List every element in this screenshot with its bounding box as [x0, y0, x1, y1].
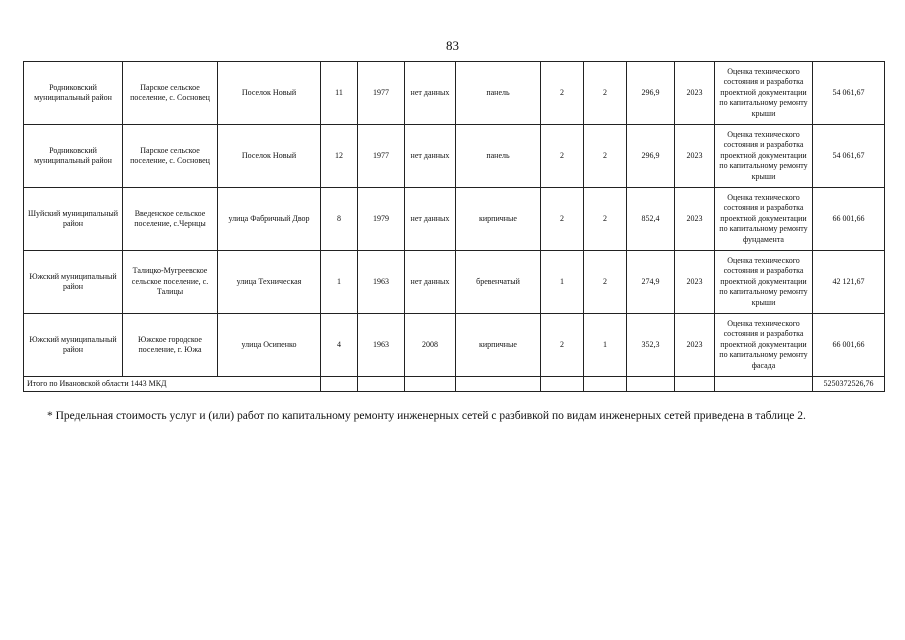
year-built-cell: 1977 [358, 62, 405, 125]
work-type-cell: Оценка технического состояния и разработка проектной документации по капитальному ремонту крыши [715, 125, 813, 188]
table-row [24, 251, 885, 314]
house-number-cell: 12 [321, 125, 358, 188]
empty-cell [405, 377, 456, 392]
street-cell: улица Осипенко [218, 314, 321, 377]
entrances-cell: 1 [584, 314, 627, 377]
table-row [24, 188, 885, 251]
district-cell: Родниковский муниципальный район [24, 125, 123, 188]
year-built-cell: 1979 [358, 188, 405, 251]
district-cell: Южский муниципальный район [24, 314, 123, 377]
footnote: * Предельная стоимость услуг и (или) работ по капитальному ремонту инженерных сетей с разбивкой по видам инженерных сетей приведена в таблице 2. [47, 410, 806, 422]
wall-material-cell: кирпичные [456, 314, 541, 377]
empty-cell [541, 377, 584, 392]
cost-cell: 66 001,66 [813, 314, 885, 377]
settlement-cell: Парское сельское поселение, с. Сосновец [123, 125, 218, 188]
street-cell: Поселок Новый [218, 125, 321, 188]
cost-cell: 42 121,67 [813, 251, 885, 314]
area-cell: 296,9 [627, 125, 675, 188]
entrances-cell: 2 [584, 125, 627, 188]
year-repair-cell: 2008 [405, 314, 456, 377]
settlement-cell: Талицко-Мугреевское сельское поселение, с. Талицы [123, 251, 218, 314]
cost-cell: 66 001,66 [813, 188, 885, 251]
empty-cell [675, 377, 715, 392]
settlement-cell: Введенское сельское поселение, с.Чернцы [123, 188, 218, 251]
area-cell: 274,9 [627, 251, 675, 314]
total-row [24, 377, 885, 392]
district-cell: Южский муниципальный район [24, 251, 123, 314]
floors-cell: 2 [541, 62, 584, 125]
year-repair-cell: нет данных [405, 188, 456, 251]
work-type-cell: Оценка технического состояния и разработка проектной документации по капитальному ремонту фасада [715, 314, 813, 377]
house-number-cell: 4 [321, 314, 358, 377]
year-built-cell: 1963 [358, 251, 405, 314]
street-cell: улица Техническая [218, 251, 321, 314]
plan-year-cell: 2023 [675, 62, 715, 125]
table-row [24, 314, 885, 377]
entrances-cell: 2 [584, 62, 627, 125]
floors-cell: 2 [541, 314, 584, 377]
table-row [24, 62, 885, 125]
floors-cell: 2 [541, 188, 584, 251]
total-cost-cell: 5250372526,76 [813, 377, 885, 392]
year-built-cell: 1977 [358, 125, 405, 188]
year-repair-cell: нет данных [405, 125, 456, 188]
work-type-cell: Оценка технического состояния и разработка проектной документации по капитальному ремонту фундамента [715, 188, 813, 251]
total-label: Итого по Ивановской области 1443 МКД [24, 377, 321, 392]
page-number: 83 [446, 38, 459, 53]
cost-cell: 54 061,67 [813, 125, 885, 188]
wall-material-cell: панель [456, 125, 541, 188]
house-number-cell: 8 [321, 188, 358, 251]
empty-cell [456, 377, 541, 392]
year-repair-cell: нет данных [405, 62, 456, 125]
area-cell: 852,4 [627, 188, 675, 251]
floors-cell: 2 [541, 125, 584, 188]
empty-cell [584, 377, 627, 392]
entrances-cell: 2 [584, 188, 627, 251]
street-cell: улица Фабричный Двор [218, 188, 321, 251]
district-cell: Родниковский муниципальный район [24, 62, 123, 125]
empty-cell [358, 377, 405, 392]
district-cell: Шуйский муниципальный район [24, 188, 123, 251]
repair-table [23, 61, 885, 392]
plan-year-cell: 2023 [675, 125, 715, 188]
entrances-cell: 2 [584, 251, 627, 314]
street-cell: Поселок Новый [218, 62, 321, 125]
plan-year-cell: 2023 [675, 314, 715, 377]
year-built-cell: 1963 [358, 314, 405, 377]
empty-cell [321, 377, 358, 392]
plan-year-cell: 2023 [675, 251, 715, 314]
house-number-cell: 11 [321, 62, 358, 125]
wall-material-cell: панель [456, 62, 541, 125]
plan-year-cell: 2023 [675, 188, 715, 251]
area-cell: 352,3 [627, 314, 675, 377]
work-type-cell: Оценка технического состояния и разработка проектной документации по капитальному ремонту крыши [715, 62, 813, 125]
wall-material-cell: бревенчатый [456, 251, 541, 314]
empty-cell [715, 377, 813, 392]
cost-cell: 54 061,67 [813, 62, 885, 125]
settlement-cell: Парское сельское поселение, с. Сосновец [123, 62, 218, 125]
empty-cell [627, 377, 675, 392]
area-cell: 296,9 [627, 62, 675, 125]
wall-material-cell: кирпичные [456, 188, 541, 251]
floors-cell: 1 [541, 251, 584, 314]
year-repair-cell: нет данных [405, 251, 456, 314]
table-row [24, 125, 885, 188]
work-type-cell: Оценка технического состояния и разработка проектной документации по капитальному ремонту крыши [715, 251, 813, 314]
settlement-cell: Южское городское поселение, г. Южа [123, 314, 218, 377]
house-number-cell: 1 [321, 251, 358, 314]
